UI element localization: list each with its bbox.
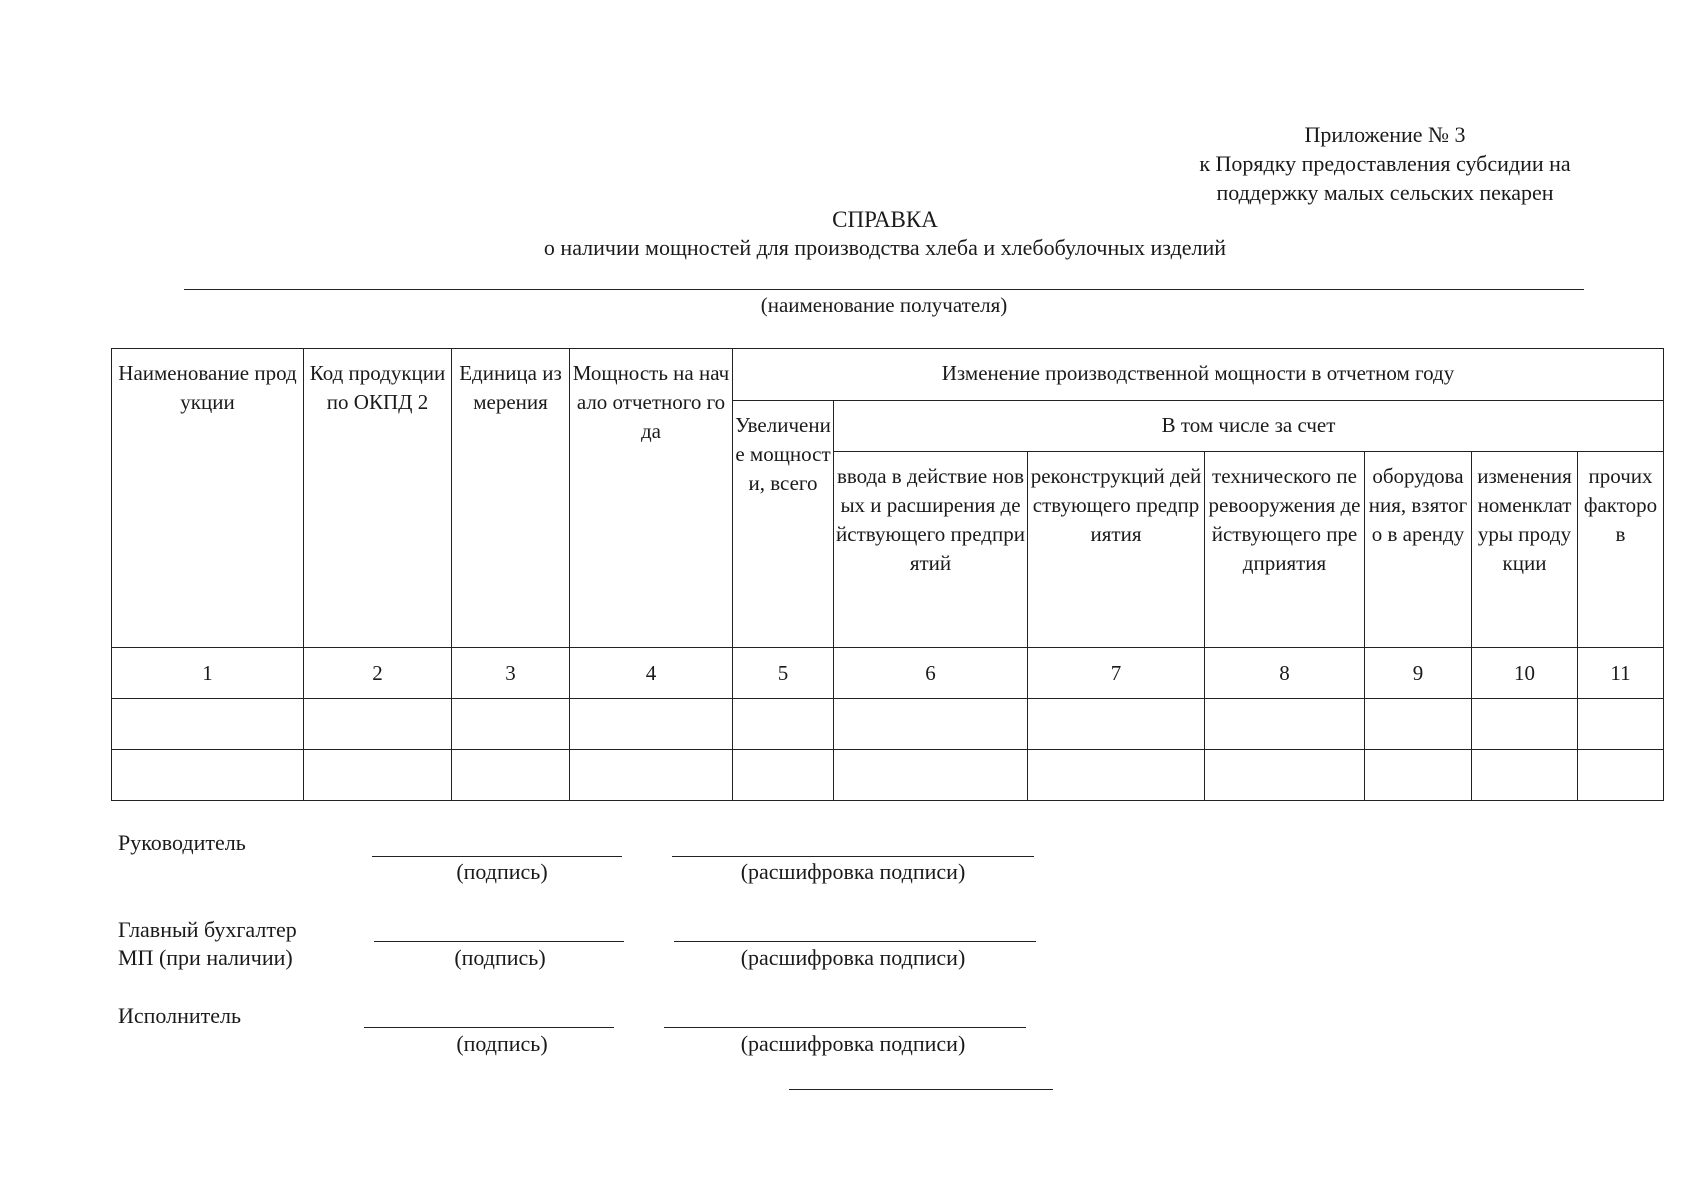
header-product: Наименование продукции bbox=[112, 349, 304, 648]
table-cell[interactable] bbox=[1472, 699, 1578, 750]
appendix-header bbox=[1150, 120, 1620, 207]
header-other: прочих факторов bbox=[1578, 452, 1664, 648]
appendix-line-2: к Порядку предоставления субсидии на bbox=[1199, 151, 1571, 176]
column-number: 7 bbox=[1028, 648, 1205, 699]
chief-accountant-label: Главный бухгалтер bbox=[118, 917, 297, 942]
appendix-line-3: поддержку малых сельских пекарен bbox=[1216, 180, 1554, 205]
table-row bbox=[112, 699, 1664, 750]
document-title: СПРАВКА bbox=[832, 207, 938, 232]
table-cell[interactable] bbox=[1028, 750, 1205, 801]
capacity-table bbox=[111, 348, 1664, 801]
column-number: 2 bbox=[304, 648, 452, 699]
table-cell[interactable] bbox=[452, 699, 570, 750]
table-cell[interactable] bbox=[1028, 699, 1205, 750]
table-cell[interactable] bbox=[733, 750, 834, 801]
table-cell[interactable] bbox=[304, 750, 452, 801]
recipient-caption: (наименование получателя) bbox=[760, 293, 1008, 317]
head-signature-caption: (подпись) bbox=[456, 859, 548, 884]
header-increase-total: Увеличение мощности, всего bbox=[733, 401, 834, 648]
header-reconstruction: реконструкций действующего предприятия bbox=[1028, 452, 1205, 648]
table-cell[interactable] bbox=[1205, 699, 1365, 750]
table-cell[interactable] bbox=[1365, 699, 1472, 750]
head-decryption-caption: (расшифровка подписи) bbox=[740, 859, 966, 884]
table-cell[interactable] bbox=[733, 699, 834, 750]
table-cell[interactable] bbox=[452, 750, 570, 801]
accountant-decryption-caption: (расшифровка подписи) bbox=[740, 945, 966, 970]
header-group-including: В том числе за счет bbox=[834, 401, 1664, 452]
header-code: Код продукции по ОКПД 2 bbox=[304, 349, 452, 648]
column-number: 3 bbox=[452, 648, 570, 699]
table-row bbox=[112, 750, 1664, 801]
table-cell[interactable] bbox=[304, 699, 452, 750]
head-decryption-line[interactable] bbox=[672, 856, 1034, 857]
column-number: 9 bbox=[1365, 648, 1472, 699]
column-number: 10 bbox=[1472, 648, 1578, 699]
table-cell[interactable] bbox=[112, 699, 304, 750]
accountant-decryption-line[interactable] bbox=[674, 941, 1036, 942]
table-cell[interactable] bbox=[1578, 750, 1664, 801]
executor-decryption-caption: (расшифровка подписи) bbox=[740, 1031, 966, 1056]
extra-signature-line[interactable] bbox=[789, 1089, 1053, 1090]
table-cell[interactable] bbox=[1205, 750, 1365, 801]
accountant-signature-caption: (подпись) bbox=[454, 945, 546, 970]
head-signature-line[interactable] bbox=[372, 856, 622, 857]
table-cell[interactable] bbox=[570, 750, 733, 801]
executor-label: Исполнитель bbox=[118, 1003, 242, 1028]
header-new-expansion: ввода в действие новых и расширения действующего предприятий bbox=[834, 452, 1028, 648]
executor-signature-line[interactable] bbox=[364, 1027, 614, 1028]
executor-decryption-line[interactable] bbox=[664, 1027, 1026, 1028]
table-cell[interactable] bbox=[112, 750, 304, 801]
accountant-signature-line[interactable] bbox=[374, 941, 624, 942]
column-number: 1 bbox=[112, 648, 304, 699]
column-number: 4 bbox=[570, 648, 733, 699]
table-cell[interactable] bbox=[1472, 750, 1578, 801]
head-label: Руководитель bbox=[118, 830, 246, 855]
header-reequipment: технического перевооружения действующего предприятия bbox=[1205, 452, 1365, 648]
executor-signature-caption: (подпись) bbox=[456, 1031, 548, 1056]
table-cell[interactable] bbox=[1365, 750, 1472, 801]
header-nomenclature: изменения номенклатуры продукции bbox=[1472, 452, 1578, 648]
column-number: 8 bbox=[1205, 648, 1365, 699]
column-number: 11 bbox=[1578, 648, 1664, 699]
table-cell[interactable] bbox=[570, 699, 733, 750]
table-cell[interactable] bbox=[834, 750, 1028, 801]
table-cell[interactable] bbox=[834, 699, 1028, 750]
header-unit: Единица измерения bbox=[452, 349, 570, 648]
recipient-name-field[interactable] bbox=[184, 289, 1584, 290]
appendix-line-1: Приложение № 3 bbox=[1304, 122, 1466, 147]
column-number: 6 bbox=[834, 648, 1028, 699]
document-subtitle: о наличии мощностей для производства хлеба и хлебобулочных изделий bbox=[543, 235, 1227, 260]
column-number: 5 bbox=[733, 648, 834, 699]
header-group-change: Изменение производственной мощности в отчетном году bbox=[733, 349, 1664, 401]
column-number-row bbox=[112, 648, 1664, 699]
header-capacity-start: Мощность на начало отчетного года bbox=[570, 349, 733, 648]
table-cell[interactable] bbox=[1578, 699, 1664, 750]
header-leased-equipment: оборудования, взятого в аренду bbox=[1365, 452, 1472, 648]
stamp-label: МП (при наличии) bbox=[118, 945, 293, 970]
